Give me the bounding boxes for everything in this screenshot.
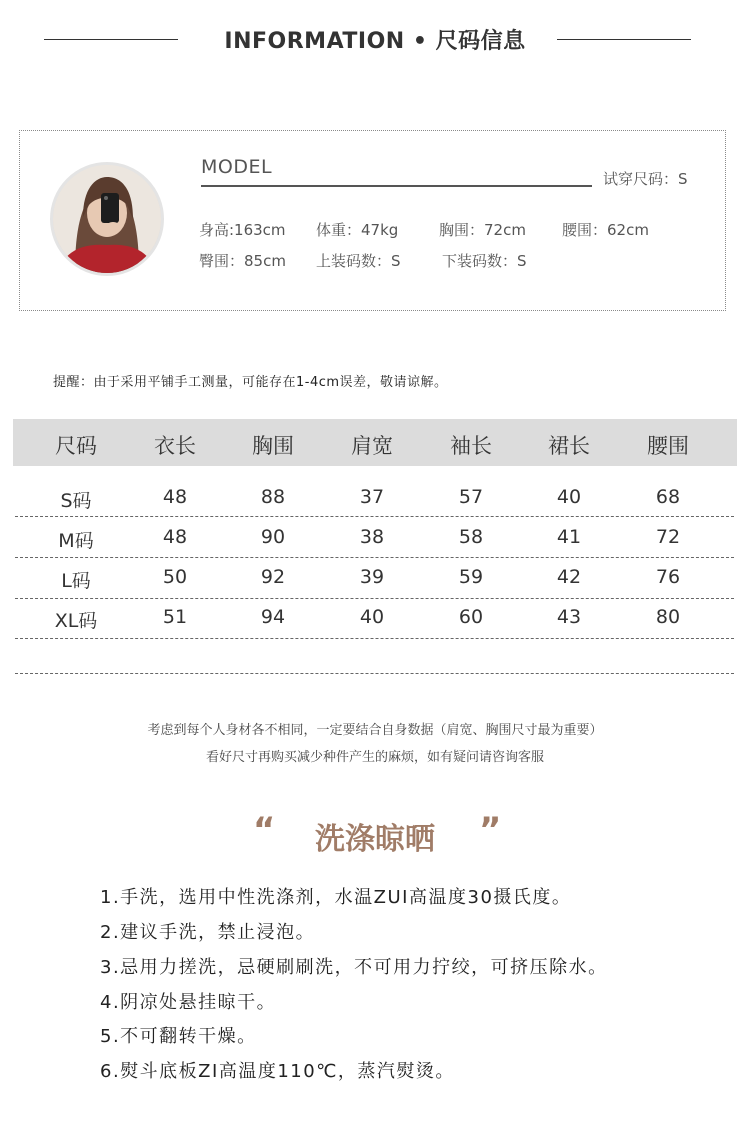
- size-header-cell: 尺码: [55, 434, 97, 458]
- size-cell: 94: [260, 606, 286, 628]
- size-cell: 76: [655, 566, 681, 588]
- note-line-2: 看好尺寸再购买减少种件产生的麻烦，如有疑问请咨询客服: [205, 750, 544, 765]
- size-header-cell: 袖长: [450, 434, 492, 458]
- size-row-label: S码: [60, 490, 92, 512]
- size-cell: 58: [458, 526, 484, 548]
- header-rule-right: [557, 39, 691, 40]
- size-header-cell: 腰围: [647, 434, 689, 458]
- wash-item: 2.建议手洗，禁止浸泡。: [100, 922, 316, 943]
- size-cell: 48: [162, 526, 188, 548]
- size-cell: 72: [655, 526, 681, 548]
- model-weight: 体重：47kg: [316, 221, 399, 239]
- size-row-label: L码: [61, 570, 91, 592]
- wash-title: 洗涤晾晒: [315, 822, 435, 857]
- wash-item: 4.阴凉处悬挂晾干。: [100, 992, 277, 1013]
- model-label: MODEL: [201, 156, 273, 178]
- size-cell: 80: [655, 606, 681, 628]
- model-waist: 腰围：62cm: [562, 221, 649, 239]
- model-underline: [201, 185, 592, 187]
- measurement-reminder: 提醒：由于采用平铺手工测量，可能存在1-4cm误差，敬请谅解。: [53, 375, 448, 390]
- note-line-1: 考虑到每个人身材各不相同，一定要结合自身数据（肩宽、胸围尺寸最为重要）: [147, 723, 603, 738]
- table-row-divider: [15, 516, 734, 517]
- size-header-cell: 肩宽: [351, 434, 393, 458]
- size-cell: 57: [458, 486, 484, 508]
- size-cell: 51: [162, 606, 188, 628]
- size-cell: 48: [162, 486, 188, 508]
- size-header-cell: 裙长: [548, 434, 590, 458]
- wash-item: 1.手洗，选用中性洗涤剂，水温ZUI高温度30摄氏度。: [100, 887, 572, 908]
- size-cell: 59: [458, 566, 484, 588]
- size-header-cell: 胸围: [252, 434, 294, 458]
- size-cell: 38: [359, 526, 385, 548]
- table-row-divider: [15, 638, 734, 639]
- size-cell: 43: [556, 606, 582, 628]
- model-hip: 臀围：85cm: [199, 252, 286, 270]
- model-top-size: 上装码数：S: [316, 252, 401, 270]
- model-height: 身高:163cm: [199, 221, 286, 239]
- model-photo-icon: [53, 165, 161, 273]
- wash-item: 6.熨斗底板ZI高温度110℃，蒸汽熨烫。: [100, 1061, 455, 1082]
- size-cell: 42: [556, 566, 582, 588]
- model-bottom-size: 下装码数：S: [442, 252, 527, 270]
- size-cell: 90: [260, 526, 286, 548]
- size-cell: 92: [260, 566, 286, 588]
- size-cell: 50: [162, 566, 188, 588]
- size-row-label: M码: [58, 530, 94, 552]
- size-header-cell: 衣长: [154, 434, 196, 458]
- size-cell: 40: [359, 606, 385, 628]
- size-cell: 41: [556, 526, 582, 548]
- size-row-label: XL码: [54, 610, 98, 632]
- page-title: INFORMATION • 尺码信息: [224, 29, 526, 54]
- table-row-divider: [15, 598, 734, 599]
- model-avatar: [50, 162, 164, 276]
- size-cell: 88: [260, 486, 286, 508]
- table-row-divider: [15, 673, 734, 674]
- model-bust: 胸围：72cm: [439, 221, 526, 239]
- close-quote: ”: [479, 810, 502, 850]
- size-cell: 60: [458, 606, 484, 628]
- table-row-divider: [15, 557, 734, 558]
- size-cell: 39: [359, 566, 385, 588]
- trial-size: 试穿尺码：S: [603, 170, 688, 188]
- size-cell: 68: [655, 486, 681, 508]
- wash-item: 5.不可翻转干燥。: [100, 1026, 257, 1047]
- wash-item: 3.忌用力搓洗，忌硬刷刷洗，不可用力拧绞，可挤压除水。: [100, 957, 608, 978]
- size-cell: 37: [359, 486, 385, 508]
- open-quote: “: [253, 810, 276, 850]
- size-cell: 40: [556, 486, 582, 508]
